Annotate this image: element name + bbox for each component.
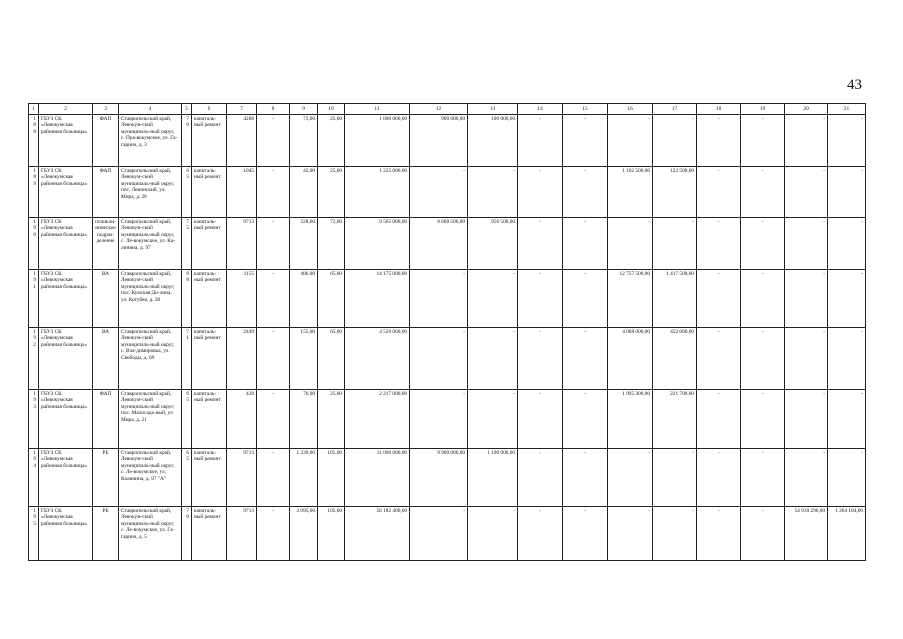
cell-col-10: 25,00 (318, 115, 345, 167)
cell-col-19: - (741, 390, 785, 449)
header-cell: 15 (563, 104, 608, 115)
cell-col-10: 105,00 (318, 507, 345, 561)
cell-area: 76,00 (290, 390, 318, 449)
table-row (29, 218, 866, 270)
cell-col-21: - (828, 218, 866, 270)
cell-col-21: - (828, 390, 866, 449)
cell-col-15: - (563, 390, 608, 449)
cell-col-18: - (697, 167, 741, 218)
cell-col-12: - (410, 328, 468, 390)
cell-area: 42,00 (290, 167, 318, 218)
cell-col-14: - (518, 390, 563, 449)
header-cell: 12 (410, 104, 468, 115)
cell-population: 9713 (227, 449, 257, 507)
cell-col-14: - (518, 270, 563, 328)
cell-area: 155,00 (290, 328, 318, 390)
cell-wear-percent: 65 (182, 390, 192, 449)
cell-col-8: - (257, 115, 290, 167)
cell-total-cost: 9 565 000,00 (345, 218, 410, 270)
cell-col-15: - (563, 449, 608, 507)
header-cell: 7 (227, 104, 257, 115)
register-table (28, 103, 866, 561)
cell-col-19: - (741, 507, 785, 561)
header-cell: 18 (697, 104, 741, 115)
cell-col-19: - (741, 449, 785, 507)
cell-col-19: - (741, 270, 785, 328)
cell-col-17: - (653, 507, 697, 561)
cell-population: 428 (227, 390, 257, 449)
header-cell: 1 (29, 104, 39, 115)
cell-wear-percent: 70 (182, 115, 192, 167)
cell-facility-type: РБ (93, 449, 119, 507)
cell-address: Ставропольский край, Левокум-ский муниципаль-ный округ, с. Пра-вокумское, ул. Га-гарина, д. 3 (119, 115, 182, 167)
cell-col-8: - (257, 218, 290, 270)
header-cell: 11 (345, 104, 410, 115)
cell-address: Ставропольский край, Левокум-ский муниципаль-ный округ, с. Ле-вокумское, ул. Ка-линина, д. 97 (119, 218, 182, 270)
cell-area: 486,00 (290, 270, 318, 328)
cell-col-8: - (257, 449, 290, 507)
cell-col-19: - (741, 328, 785, 390)
cell-col-14: - (518, 507, 563, 561)
cell-col-15: - (563, 115, 608, 167)
cell-population: 9713 (227, 507, 257, 561)
cell-col-14: - (518, 328, 563, 390)
cell-col-8: - (257, 390, 290, 449)
cell-area: 73,00 (290, 115, 318, 167)
cell-col-16: 12 757 500,00 (608, 270, 653, 328)
cell-total-cost: 56 182 400,00 (345, 507, 410, 561)
cell-col-17: 1 417 500,00 (653, 270, 697, 328)
cell-institution: ГБУЗ СК «Левокумская районная больница» (39, 507, 93, 561)
cell-col-15: - (563, 328, 608, 390)
cell-col-19: - (741, 167, 785, 218)
cell-col-13: 1 100 000,00 (468, 449, 518, 507)
cell-col-20: - (785, 390, 828, 449)
header-cell: 20 (785, 104, 828, 115)
cell-col-21: 1 264 104,00 (828, 507, 866, 561)
cell-institution: ГБУЗ СК «Левокумская районная больница» (39, 328, 93, 390)
cell-col-16: - (608, 218, 653, 270)
cell-col-18: - (697, 115, 741, 167)
header-cell: 13 (468, 104, 518, 115)
header-cell: 3 (93, 104, 119, 115)
cell-col-12: 9 900 000,00 (410, 449, 468, 507)
cell-facility-type: РБ (93, 507, 119, 561)
cell-col-13: - (468, 390, 518, 449)
cell-col-20: - (785, 115, 828, 167)
cell-work-type: капиталь-ный ремонт (192, 449, 227, 507)
cell-col-13: - (468, 270, 518, 328)
cell-col-10: 25,00 (318, 167, 345, 218)
cell-col-21: - (828, 328, 866, 390)
cell-institution: ГБУЗ СК «Левокумская районная больница» (39, 218, 93, 270)
cell-col-12: 8 608 500,00 (410, 218, 468, 270)
cell-col-8: - (257, 328, 290, 390)
cell-work-type: капиталь-ный ремонт (192, 218, 227, 270)
cell-col-21: - (828, 167, 866, 218)
cell-address: Ставропольский край, Левокум-ский муниципаль-ный округ, с. Ле-вокумское, ул. Калинина, д. 97 "А" (119, 449, 182, 507)
cell-col-14: - (518, 218, 563, 270)
cell-work-type: капиталь-ный ремонт (192, 328, 227, 390)
cell-wear-percent: 71 (182, 328, 192, 390)
cell-col-15: - (563, 270, 608, 328)
cell-total-cost: 11 000 000,00 (345, 449, 410, 507)
cell-col-13: - (468, 328, 518, 390)
table-row (29, 167, 866, 218)
cell-address: Ставропольский край, Левокум-ский муниципаль-ный округ, с. Ле-вокумское, ул. Га-гарина, д. 5 (119, 507, 182, 561)
cell-col-14: - (518, 449, 563, 507)
cell-row-number: 191 (29, 270, 39, 328)
cell-total-cost: 1 000 000,00 (345, 115, 410, 167)
cell-col-17: - (653, 218, 697, 270)
cell-institution: ГБУЗ СК «Левокумская районная больница» (39, 390, 93, 449)
cell-row-number: 189 (29, 167, 39, 218)
cell-col-17: 122 500,00 (653, 167, 697, 218)
cell-col-17: - (653, 115, 697, 167)
cell-col-17: - (653, 449, 697, 507)
cell-col-16: 1 102 500,00 (608, 167, 653, 218)
cell-col-20: 54 918 296,00 (785, 507, 828, 561)
header-cell: 19 (741, 104, 785, 115)
cell-facility-type: ФАП (93, 167, 119, 218)
cell-col-13: 956 500,00 (468, 218, 518, 270)
header-cell: 9 (290, 104, 318, 115)
cell-col-21: - (828, 270, 866, 328)
cell-facility-type: поликли-ническое подраз-деление (93, 218, 119, 270)
cell-col-19: - (741, 218, 785, 270)
cell-col-10: 25,00 (318, 390, 345, 449)
header-cell: 10 (318, 104, 345, 115)
cell-col-20: - (785, 167, 828, 218)
cell-col-15: - (563, 507, 608, 561)
table-row (29, 270, 866, 328)
cell-col-13: - (468, 507, 518, 561)
cell-institution: ГБУЗ СК «Левокумская районная больница» (39, 167, 93, 218)
cell-col-16: - (608, 449, 653, 507)
cell-total-cost: 14 175 000,00 (345, 270, 410, 328)
cell-facility-type: ВА (93, 328, 119, 390)
cell-col-18: - (697, 328, 741, 390)
header-cell: 2 (39, 104, 93, 115)
cell-total-cost: 4 520 000,00 (345, 328, 410, 390)
header-cell: 8 (257, 104, 290, 115)
cell-address: Ставропольский край, Левокум-ский муниципаль-ный округ, пос. Кумская До-лина, ул. Котубея, д. 38 (119, 270, 182, 328)
cell-col-19: - (741, 115, 785, 167)
cell-institution: ГБУЗ СК «Левокумская районная больница» (39, 270, 93, 328)
cell-institution: ГБУЗ СК «Левокумская районная больница» (39, 115, 93, 167)
cell-facility-type: ВА (93, 270, 119, 328)
cell-row-number: 190 (29, 218, 39, 270)
cell-row-number: 195 (29, 507, 39, 561)
cell-col-17: 221 700,00 (653, 390, 697, 449)
cell-col-20: - (785, 218, 828, 270)
header-cell: 4 (119, 104, 182, 115)
cell-address: Ставропольский край, Левокум-ский муниципаль-ный округ, пос. Ленинский, ул. Мира, д. 28 (119, 167, 182, 218)
header-cell: 17 (653, 104, 697, 115)
table-row (29, 449, 866, 507)
cell-col-20: - (785, 270, 828, 328)
cell-wear-percent: 65 (182, 167, 192, 218)
cell-population: 1045 (227, 167, 257, 218)
cell-work-type: капиталь-ный ремонт (192, 390, 227, 449)
cell-col-17: 452 000,00 (653, 328, 697, 390)
cell-col-16: - (608, 115, 653, 167)
cell-work-type: капиталь-ный ремонт (192, 270, 227, 328)
cell-population: 2449 (227, 328, 257, 390)
table-row (29, 390, 866, 449)
cell-col-21: - (828, 449, 866, 507)
cell-population: 1155 (227, 270, 257, 328)
cell-wear-percent: 68 (182, 270, 192, 328)
cell-row-number: 193 (29, 390, 39, 449)
cell-area: 2 095,00 (290, 507, 318, 561)
page-number: 43 (847, 77, 862, 93)
cell-work-type: капиталь-ный ремонт (192, 507, 227, 561)
cell-col-18: - (697, 270, 741, 328)
table-row (29, 115, 866, 167)
cell-col-18: - (697, 507, 741, 561)
header-row (29, 104, 866, 115)
table-row (29, 507, 866, 561)
cell-col-14: - (518, 115, 563, 167)
cell-col-20: - (785, 449, 828, 507)
cell-col-10: 65,00 (318, 270, 345, 328)
header-cell: 6 (192, 104, 227, 115)
cell-address: Ставропольский край, Левокум-ский муниципаль-ный округ, с. Вла-димировка, ул. Свободы, д. 69 (119, 328, 182, 390)
cell-population: 4208 (227, 115, 257, 167)
cell-col-20: - (785, 328, 828, 390)
cell-work-type: капиталь-ный ремонт (192, 167, 227, 218)
cell-col-12: - (410, 390, 468, 449)
cell-work-type: капиталь-ный ремонт (192, 115, 227, 167)
cell-col-18: - (697, 449, 741, 507)
cell-institution: ГБУЗ СК «Левокумская районная больница» (39, 449, 93, 507)
cell-col-8: - (257, 270, 290, 328)
header-cell: 5 (182, 104, 192, 115)
cell-col-13: - (468, 167, 518, 218)
cell-col-16: 1 995 300,00 (608, 390, 653, 449)
cell-col-18: - (697, 218, 741, 270)
cell-wear-percent: 70 (182, 507, 192, 561)
cell-col-18: - (697, 390, 741, 449)
cell-row-number: 192 (29, 328, 39, 390)
cell-total-cost: 1 225 000,00 (345, 167, 410, 218)
cell-area: 1 239,00 (290, 449, 318, 507)
cell-col-16: 4 068 000,00 (608, 328, 653, 390)
cell-col-16: - (608, 507, 653, 561)
cell-col-12: - (410, 167, 468, 218)
cell-col-10: 72,00 (318, 218, 345, 270)
cell-area: 328,00 (290, 218, 318, 270)
cell-col-13: 100 000,00 (468, 115, 518, 167)
cell-row-number: 188 (29, 115, 39, 167)
table-row (29, 328, 866, 390)
cell-address: Ставропольский край, Левокум-ский муниципаль-ный округ, пос. Малосадо-вый, ул. Мира, д. 21 (119, 390, 182, 449)
cell-col-14: - (518, 167, 563, 218)
cell-wear-percent: 75 (182, 218, 192, 270)
cell-total-cost: 2 217 000,00 (345, 390, 410, 449)
cell-population: 9713 (227, 218, 257, 270)
cell-col-8: - (257, 507, 290, 561)
cell-col-15: - (563, 218, 608, 270)
header-cell: 14 (518, 104, 563, 115)
cell-col-12: 900 000,00 (410, 115, 468, 167)
cell-row-number: 194 (29, 449, 39, 507)
cell-col-15: - (563, 167, 608, 218)
cell-facility-type: ФАП (93, 390, 119, 449)
cell-col-8: - (257, 167, 290, 218)
cell-wear-percent: 65 (182, 449, 192, 507)
cell-col-21: - (828, 115, 866, 167)
header-cell: 21 (828, 104, 866, 115)
header-cell: 16 (608, 104, 653, 115)
cell-facility-type: ФАП (93, 115, 119, 167)
cell-col-12: - (410, 270, 468, 328)
cell-col-12: - (410, 507, 468, 561)
cell-col-10: 65,00 (318, 328, 345, 390)
cell-col-10: 105,00 (318, 449, 345, 507)
